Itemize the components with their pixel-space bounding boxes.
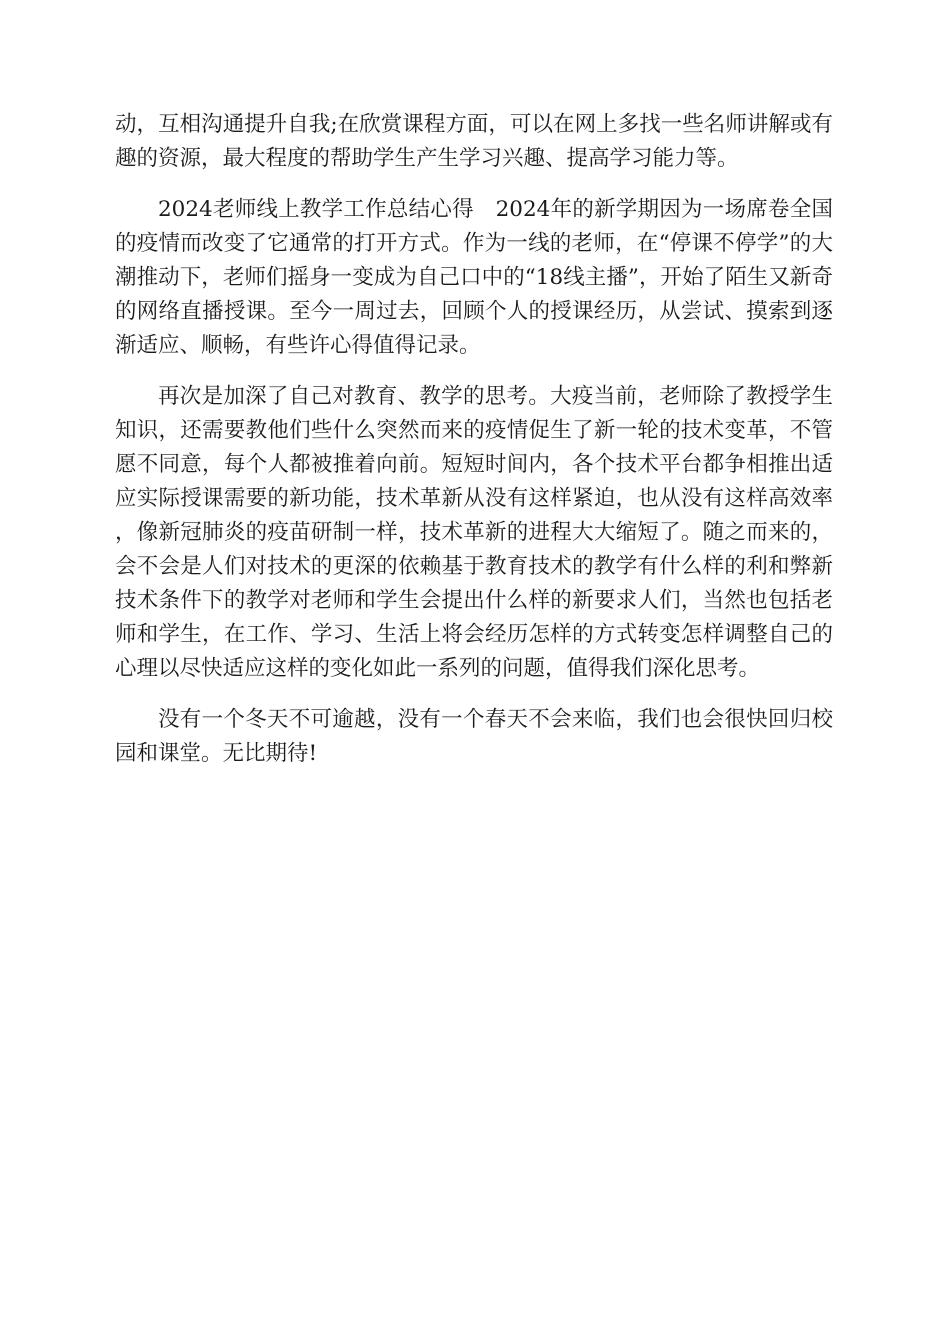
- paragraph-continuation: 动，互相沟通提升自我;在欣赏课程方面，可以在网上多找一些名师讲解或有趣的资源，最大程度的帮助学生产生学习兴趣、提高学习能力等。: [115, 112, 833, 171]
- document-body: [115, 108, 833, 788]
- paragraph-online-teaching-summary: 2024老师线上教学工作总结心得 2024年的新学期因为一场席卷全国的疫情而改变了它通常的打开方式。作为一线的老师，在“停课不停学”的大潮推动下，老师们摇身一变成为自己口中的“18线主播”，开始了陌生又新奇的网络直播授课。至今一周过去，回顾个人的授课经历，从尝试、摸索到逐渐适应、顺畅，有些许心得值得记录。: [115, 197, 833, 358]
- paragraph-reflection: 再次是加深了自己对教育、教学的思考。大疫当前，老师除了教授学生知识，还需要教他们些什么突然而来的疫情促生了新一轮的技术变革，不管愿不同意，每个人都被推着向前。短短时间内，各个技术平台都争相推出适应实际授课需要的新功能，技术革新从没有这样紧迫，也从没有这样高效率，像新冠肺炎的疫苗研制一样，技术革新的进程大大缩短了。随之而来的，会不会是人们对技术的更深的依赖基于教育技术的教学有什么样的利和弊新技术条件下的教学对老师和学生会提出什么样的新要求人们，当然也包括老师和学生，在工作、学习、生活上将会经历怎样的方式转变怎样调整自己的心理以尽快适应这样的变化如此一系列的问题，值得我们深化思考。: [115, 384, 833, 681]
- paragraph-closing: 没有一个冬天不可逾越，没有一个春天不会来临，我们也会很快回归校园和课堂。无比期待!: [115, 707, 833, 766]
